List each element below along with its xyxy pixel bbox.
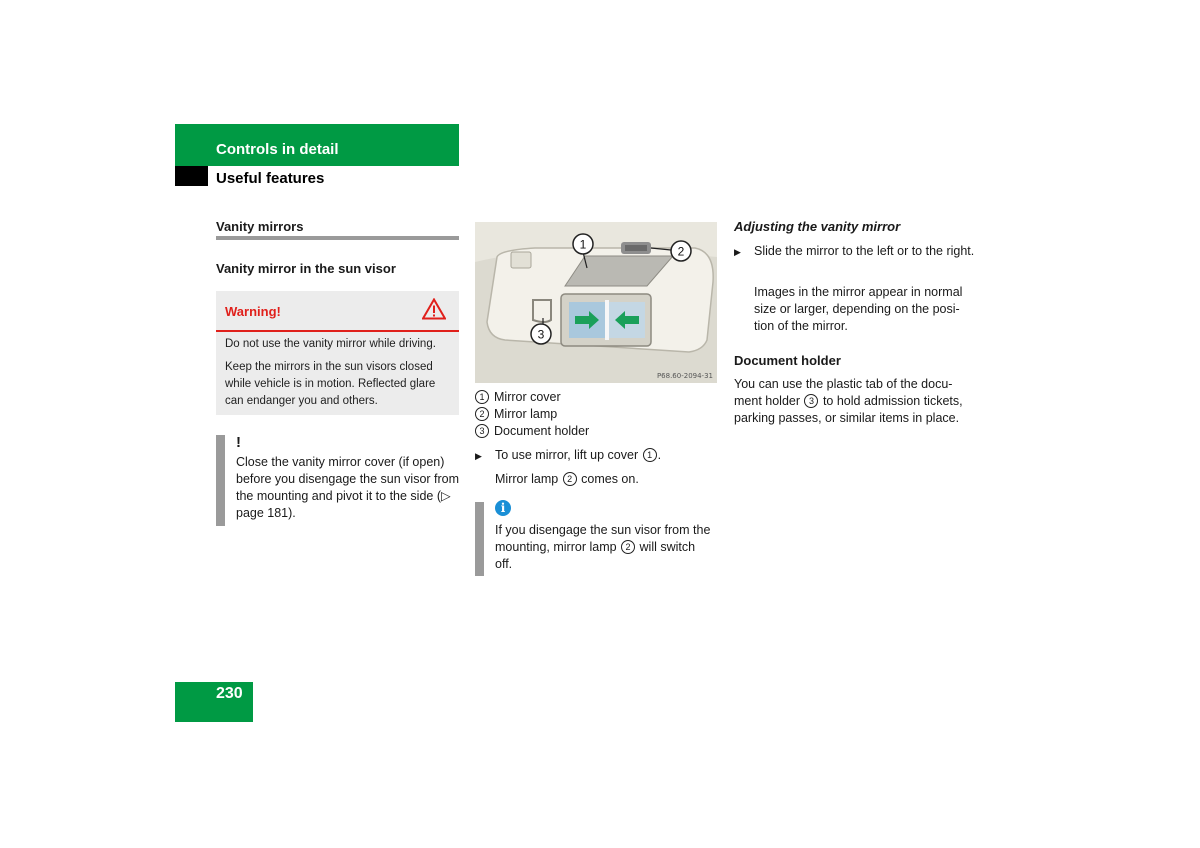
legend-number: 3 — [475, 424, 489, 438]
chapter-title: Controls in detail — [216, 141, 339, 158]
note-text: Close the vanity mirror cover (if open) before you disengage the sun visor from the mounting and pivot it to the side (▷ page 181). — [236, 455, 460, 520]
adjust-step: Slide the mirror to the left or to the right. — [754, 244, 975, 258]
bullet-icon: ▶ — [734, 247, 741, 257]
sun-visor-figure — [475, 222, 717, 383]
legend-label: Mirror cover — [494, 390, 561, 404]
callout-2-label: 2 — [677, 244, 685, 259]
sun-visor-illustration — [475, 222, 717, 383]
ref-number: 3 — [804, 394, 818, 408]
step-use-mirror: To use mirror, lift up cover 1 . — [495, 448, 662, 462]
adjust-heading: Adjusting the vanity mirror — [734, 219, 901, 234]
callout-3-label: 3 — [537, 327, 545, 342]
note-symbol: ! — [236, 434, 241, 451]
legend-item — [475, 406, 557, 423]
legend-number: 1 — [475, 390, 489, 404]
subsection-heading: Vanity mirror in the sun visor — [216, 261, 396, 276]
document-holder-text: You can use the plastic tab of the docu-ment holder 3 to hold admission tickets, parking passes, or similar items in place. — [734, 377, 963, 425]
document-holder-heading: Document holder — [734, 353, 841, 368]
callout-2 — [671, 241, 691, 261]
note-bar — [216, 435, 225, 526]
ref-number: 2 — [621, 540, 635, 554]
legend-item — [475, 389, 561, 406]
warning-rule — [216, 330, 459, 332]
info-text: If you disengage the sun visor from the mounting, mirror lamp 2 will switch off. — [495, 523, 711, 571]
legend-item — [475, 423, 589, 440]
callout-3 — [531, 324, 551, 344]
callout-1 — [573, 234, 593, 254]
warning-text-1: Do not use the vanity mirror while driving. — [225, 338, 436, 350]
section-heading: Vanity mirrors — [216, 219, 304, 234]
adjust-text: Images in the mirror appear in normal size or larger, depending on the posi-tion of the mirror. — [754, 285, 963, 333]
legend-label: Document holder — [494, 424, 590, 438]
legend-number: 2 — [475, 407, 489, 421]
bullet-icon: ▶ — [475, 451, 482, 461]
step-result: Mirror lamp 2 comes on. — [495, 472, 639, 486]
page-number: 230 — [216, 685, 243, 702]
warning-title: Warning! — [225, 304, 281, 319]
callout-1-label: 1 — [579, 237, 587, 252]
legend-label: Mirror lamp — [494, 407, 558, 421]
section-marker — [175, 166, 208, 186]
section-rule — [216, 236, 459, 240]
ref-number: 1 — [643, 448, 657, 462]
info-bar — [475, 502, 484, 576]
info-icon: i — [495, 500, 511, 516]
ref-number: 2 — [563, 472, 577, 486]
figure-code: P68.60-2094-31 — [656, 372, 713, 380]
warning-triangle-icon — [422, 298, 446, 320]
section-subtitle: Useful features — [216, 170, 325, 187]
warning-text-2: Keep the mirrors in the sun visors closed while vehicle is in motion. Reflected glare can endanger you and others. — [225, 361, 436, 407]
